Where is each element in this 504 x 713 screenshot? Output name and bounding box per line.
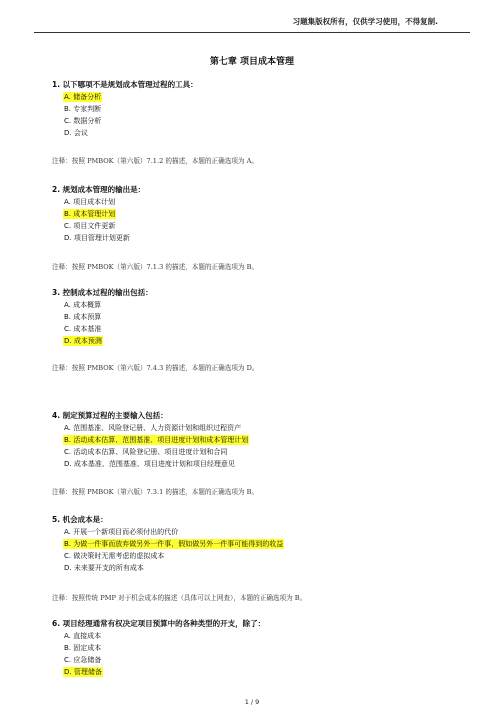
option-item <box>52 550 472 562</box>
option-label: D. 会议 <box>64 129 88 137</box>
option-label: A. 范围基准、风险登记册、人力资源计划和组织过程资产 <box>64 424 242 432</box>
option-item <box>52 311 472 323</box>
header-divider <box>34 32 470 33</box>
option-item <box>52 115 472 127</box>
answer-note: 注释：按照 PMBOK（第六版）7.1.2 的描述，本题的正确选项为 A。 <box>52 157 258 165</box>
question-block <box>52 78 472 139</box>
answer-note: 注释：按照 PMBOK（第六版）7.4.3 的描述，本题的正确选项为 D。 <box>52 364 259 372</box>
option-label: B. 为做一件事而放弃做另外一件事，假如做另外一件事可能得到的收益 <box>64 540 284 548</box>
answer-note: 注释：按照传统 PMP 对于机会成本的描述（具体可以上网查），本题的正确选项为 B。 <box>52 594 307 602</box>
option-label: D. 成本基准、范围基准、项目进度计划和项目经理意见 <box>64 460 235 468</box>
option-label: A. 储备分析 <box>64 93 102 101</box>
option-correct-highlighted <box>52 208 472 220</box>
option-correct-highlighted <box>52 538 472 550</box>
option-item <box>52 232 472 244</box>
option-label: A. 直接成本 <box>64 632 102 640</box>
option-item <box>52 422 472 434</box>
question-text: 4. 制定预算过程的主要输入包括： <box>52 411 168 420</box>
option-label: B. 成本管理计划 <box>64 210 116 218</box>
option-item <box>52 323 472 335</box>
question-block <box>52 286 472 347</box>
option-label: C. 做决策时无需考虑的虚拟成本 <box>64 552 165 560</box>
option-label: C. 成本基准 <box>64 325 102 333</box>
page-number: 1 / 9 <box>244 698 260 706</box>
option-label: B. 活动成本估算、范围基准、项目进度计划和成本管理计划 <box>64 436 249 444</box>
option-correct-highlighted <box>52 434 472 446</box>
question-block <box>52 513 472 574</box>
option-correct-highlighted <box>52 91 472 103</box>
question-block <box>52 617 472 678</box>
question-text: 5. 机会成本是： <box>52 515 108 524</box>
question-text: 1. 以下哪项不是规划成本管理过程的工具： <box>52 80 198 89</box>
answer-note: 注释：按照 PMBOK（第六版）7.3.1 的描述，本题的正确选项为 B。 <box>52 488 259 496</box>
option-item <box>52 526 472 538</box>
option-item <box>52 630 472 642</box>
option-label: D. 未来要开支的所有成本 <box>64 564 144 572</box>
option-item <box>52 220 472 232</box>
option-label: B. 成本预算 <box>64 313 102 321</box>
option-item <box>52 103 472 115</box>
option-label: A. 项目成本计划 <box>64 198 116 206</box>
option-label: D. 管理储备 <box>64 668 102 676</box>
option-item <box>52 127 472 139</box>
option-item <box>52 562 472 574</box>
question-block <box>52 183 472 244</box>
option-label: C. 活动成本估算、风险登记册、项目进度计划和合同 <box>64 448 228 456</box>
question-text: 6. 项目经理通常有权决定项目预算中的各种类型的开支，除了： <box>52 619 266 628</box>
option-label: A. 成本概算 <box>64 301 102 309</box>
option-label: C. 应急储备 <box>64 656 102 664</box>
option-label: D. 项目管理计划更新 <box>64 234 130 242</box>
option-label: B. 专家判断 <box>64 105 102 113</box>
answer-note: 注释：按照 PMBOK（第六版）7.1.3 的描述，本题的正确选项为 B。 <box>52 263 259 271</box>
option-item <box>52 458 472 470</box>
option-item <box>52 654 472 666</box>
option-item <box>52 642 472 654</box>
question-block <box>52 409 472 470</box>
option-correct-highlighted <box>52 335 472 347</box>
option-label: C. 项目文件更新 <box>64 222 116 230</box>
option-item <box>52 446 472 458</box>
copyright-notice: 习题集版权所有，仅供学习使用，不得复制. <box>292 17 438 26</box>
option-label: C. 数据分析 <box>64 117 102 125</box>
option-label: A. 开展一个新项目而必须付出的代价 <box>64 528 179 536</box>
chapter-title: 第七章 项目成本管理 <box>209 57 295 67</box>
question-text: 3. 控制成本过程的输出包括： <box>52 288 153 297</box>
option-item <box>52 196 472 208</box>
option-item <box>52 299 472 311</box>
option-correct-highlighted <box>52 666 472 678</box>
option-label: B. 固定成本 <box>64 644 102 652</box>
option-label: D. 成本预测 <box>64 337 102 345</box>
question-text: 2. 规划成本管理的输出是： <box>52 185 146 194</box>
